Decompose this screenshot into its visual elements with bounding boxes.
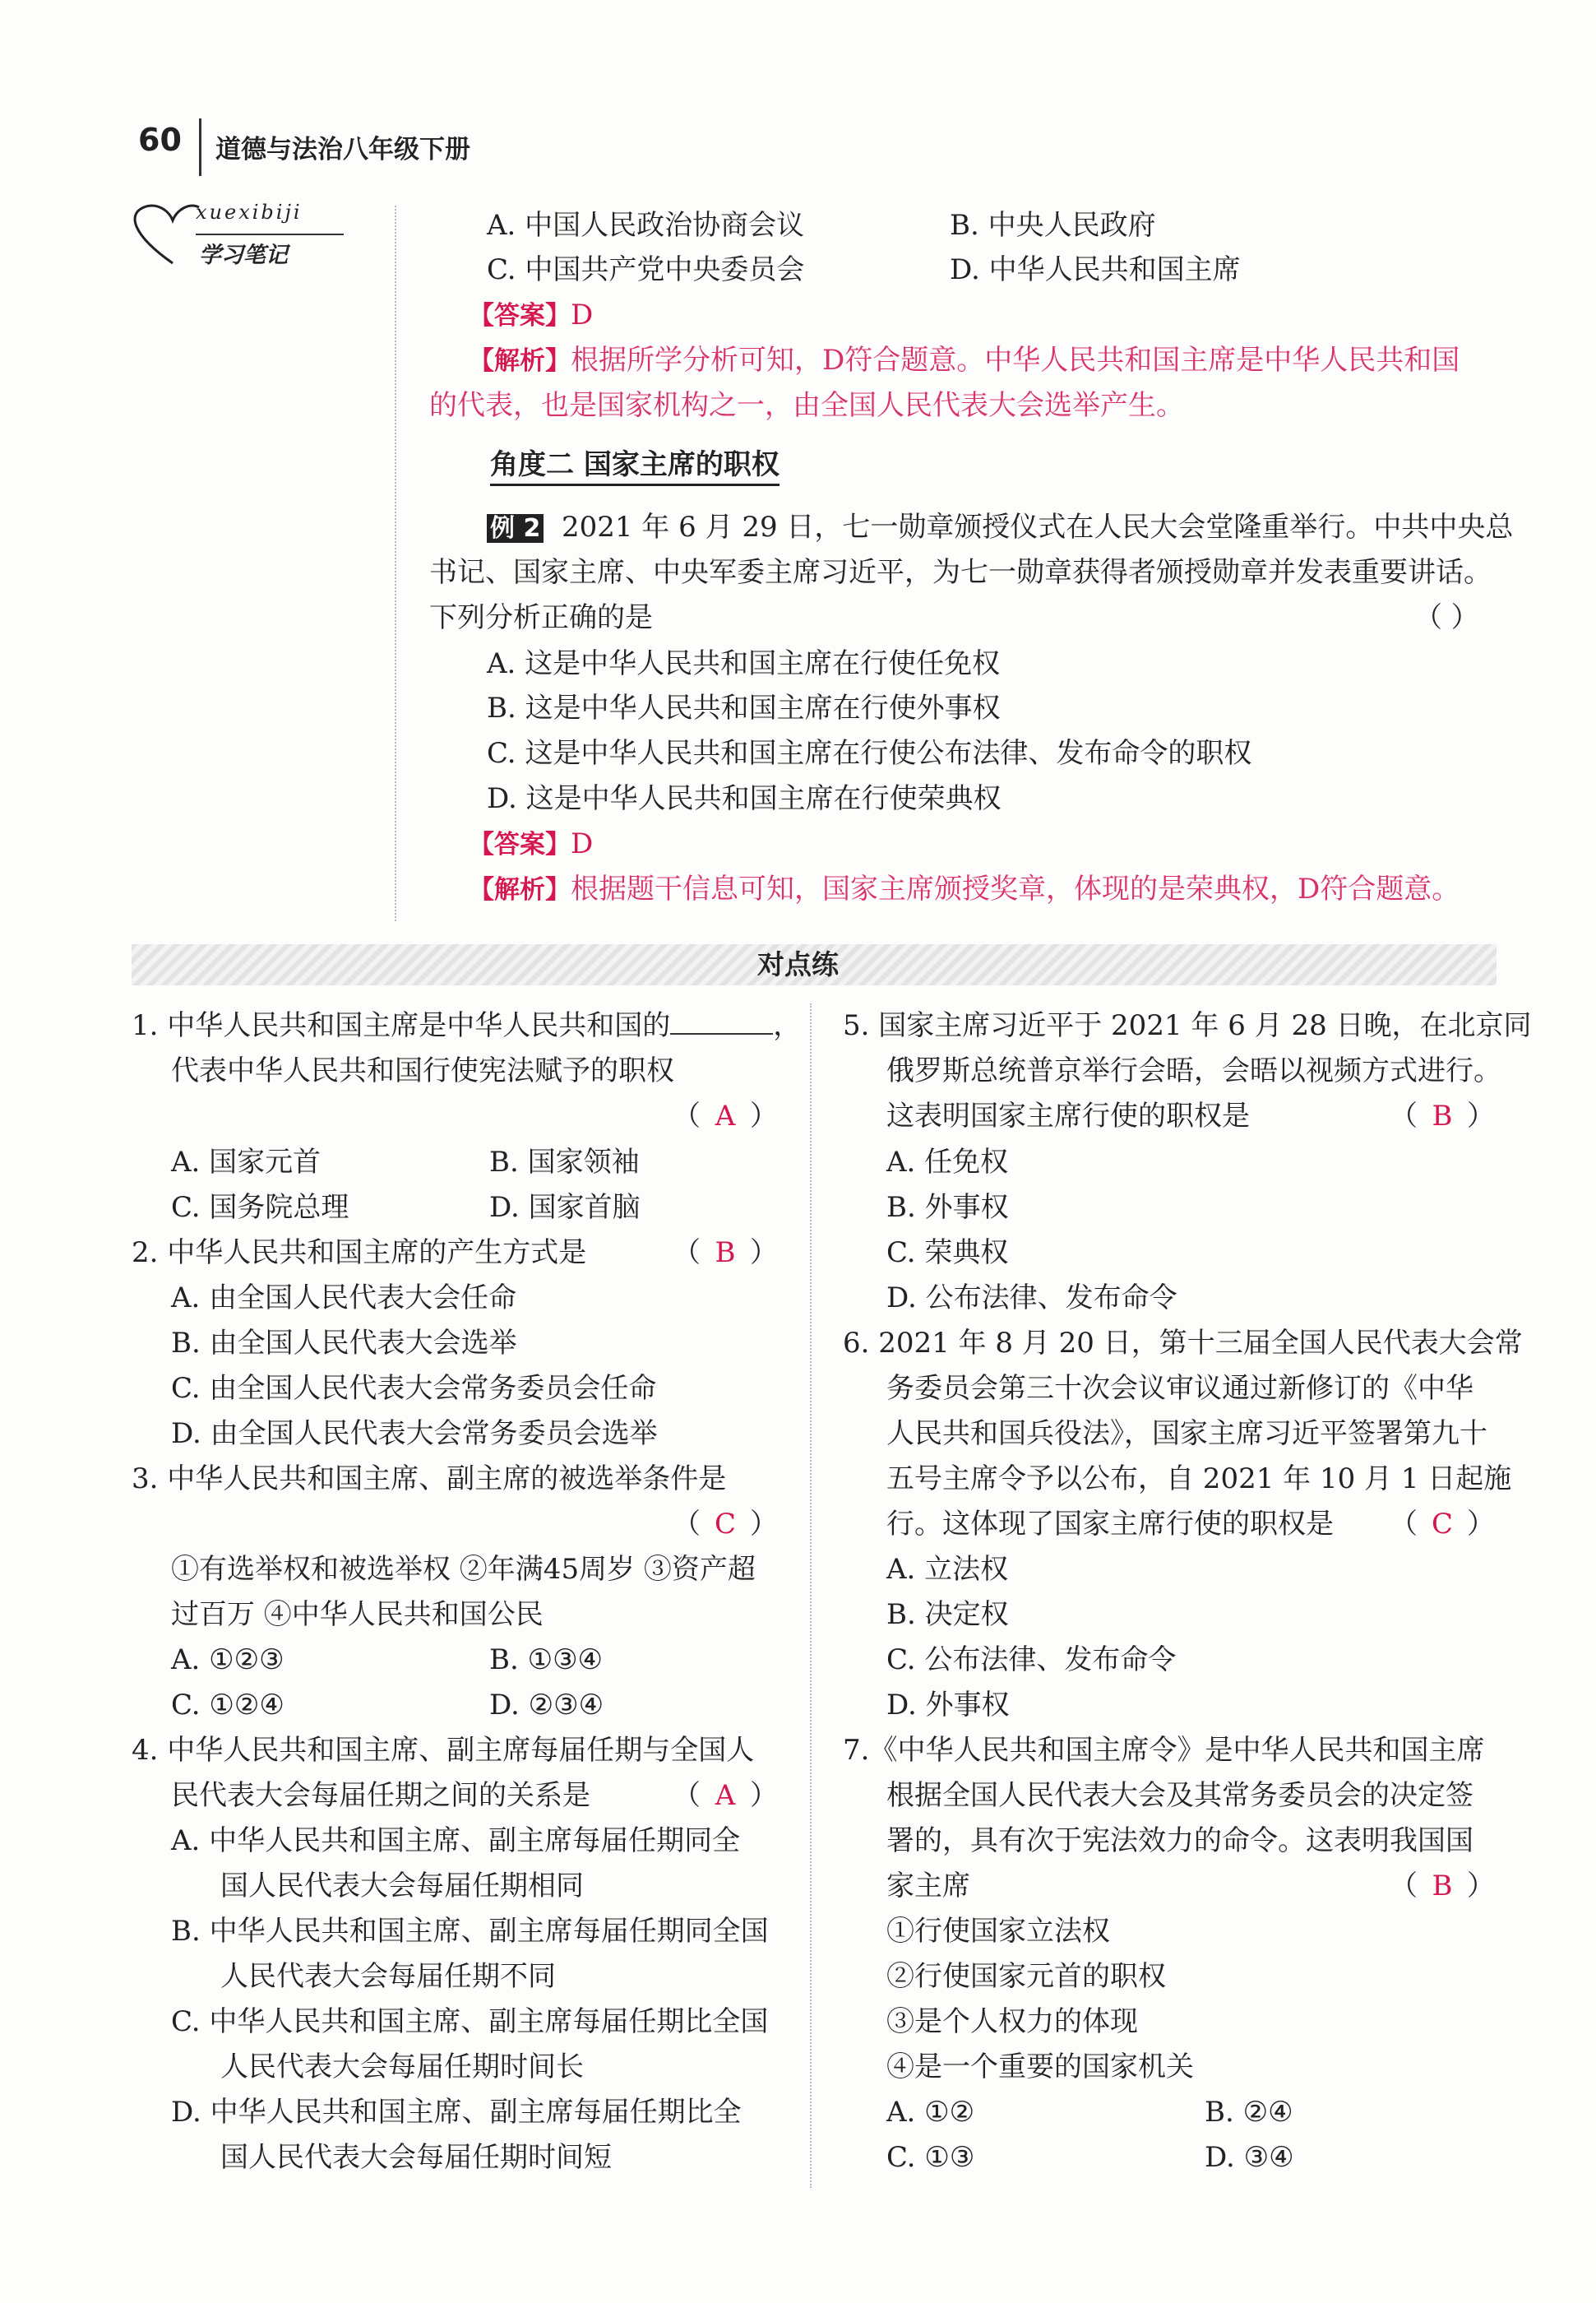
q7-item-4: ④是一个重要的国家机关 [886, 2050, 1194, 2083]
q3-answer-paren: （ C ） [673, 1502, 778, 1546]
option-c: C. 中国共产党中央委员会 [487, 253, 805, 286]
q4-option-b-1: B. 中华人民共和国主席、副主席每届任期同全国 [171, 1915, 769, 1948]
answer-tag: 【答案】 [469, 301, 571, 331]
q1-option-c: C. 国务院总理 [171, 1191, 349, 1224]
q2-option-b: B. 由全国人民代表大会选举 [171, 1327, 517, 1360]
option-d: D. 中华人民共和国主席 [950, 253, 1241, 286]
q1-answer: A [715, 1100, 736, 1133]
answer-value: D [571, 827, 594, 860]
q3-option-a: A. ①②③ [171, 1643, 285, 1676]
section-title: 角度二 国家主席的职权 [490, 442, 779, 486]
q7-item-3: ③是个人权力的体现 [886, 2005, 1138, 2038]
q6-answer: C [1431, 1508, 1453, 1541]
q2-option-a: A. 由全国人民代表大会任命 [171, 1281, 517, 1314]
q2-option-d: D. 由全国人民代表大会常务委员会选举 [171, 1417, 658, 1450]
q3-conditions-2: 过百万 ④中华人民共和国公民 [171, 1598, 544, 1631]
q1-option-a: A. 国家元首 [171, 1146, 322, 1179]
q5-option-c: C. 荣典权 [886, 1236, 1009, 1269]
q1-stem-2: 代表中华人民共和国行使宪法赋予的职权 [171, 1054, 674, 1087]
q4-option-d-1: D. 中华人民共和国主席、副主席每届任期比全 [171, 2096, 742, 2129]
q7-stem-4: 家主席 [886, 1870, 970, 1902]
q1-comma: ， [773, 1009, 802, 1042]
q3-option-d: D. ②③④ [489, 1689, 604, 1721]
q3-option-b: B. ①③④ [489, 1643, 604, 1676]
example-stem-3: 下列分析正确的是 [429, 601, 653, 634]
q5-option-a: A. 任免权 [886, 1146, 1009, 1179]
margin-divider [395, 206, 396, 921]
q5-answer-paren: （ B ） [1390, 1094, 1495, 1138]
q6-option-c: C. 公布法律、发布命令 [886, 1643, 1177, 1676]
q2-answer: B [715, 1236, 736, 1269]
q2-stem: 2. 中华人民共和国主席的产生方式是 [132, 1236, 587, 1269]
q6-option-b: B. 决定权 [886, 1598, 1009, 1631]
q7-answer: B [1432, 1870, 1453, 1902]
q3-stem: 3. 中华人民共和国主席、副主席的被选举条件是 [132, 1462, 727, 1495]
analysis-text-2: 的代表，也是国家机构之一，由全国人民代表大会选举产生。 [429, 389, 1184, 422]
column-divider [810, 1003, 812, 2188]
q2-answer-paren: （ B ） [673, 1230, 778, 1275]
q4-option-b-2: 人民代表大会每届任期不同 [220, 1960, 556, 1993]
q6-stem-3: 人民共和国兵役法》，国家主席习近平签署第九十 [886, 1417, 1487, 1450]
q3-conditions-1: ①有选举权和被选举权 ②年满45周岁 ③资产超 [171, 1553, 756, 1586]
analysis-tag: 【解析】 [469, 875, 571, 905]
q7-option-c: C. ①③ [886, 2141, 975, 2174]
analysis-tag: 【解析】 [469, 346, 571, 376]
q4-answer: A [715, 1779, 736, 1812]
q4-option-c-1: C. 中华人民共和国主席、副主席每届任期比全国 [171, 2005, 769, 2038]
example-option-d: D. 这是中华人民共和国主席在行使荣典权 [487, 782, 1002, 815]
q3-answer: C [714, 1508, 736, 1541]
q7-item-1: ①行使国家立法权 [886, 1915, 1110, 1948]
practice-banner-title: 对点练 [757, 948, 839, 980]
q6-option-d: D. 外事权 [886, 1689, 1010, 1721]
example-tag: 例 2 [487, 514, 544, 543]
q1-option-d: D. 国家首脑 [489, 1191, 641, 1224]
analysis-text-1: 根据所学分析可知，D符合题意。中华人民共和国主席是中华人民共和国 [571, 344, 1460, 377]
q6-stem-2: 务委员会第三十次会议审议通过新修订的《中华 [886, 1372, 1473, 1405]
example-stem-1 [487, 505, 1513, 551]
q4-option-a-2: 国人民代表大会每届任期相同 [220, 1870, 584, 1902]
q1-option-b: B. 国家领袖 [489, 1146, 640, 1179]
q6-stem-5: 行。这体现了国家主席行使的职权是 [886, 1508, 1334, 1541]
answer-value: D [571, 299, 594, 331]
example-answer-line [469, 822, 593, 867]
q4-option-c-2: 人民代表大会每届任期时间长 [220, 2050, 584, 2083]
example-analysis-line [469, 867, 1460, 912]
q5-stem-2: 俄罗斯总统普京举行会晤，会晤以视频方式进行。 [886, 1054, 1501, 1087]
q4-option-d-2: 国人民代表大会每届任期时间短 [220, 2141, 612, 2174]
example-option-c: C. 这是中华人民共和国主席在行使公布法律、发布命令的职权 [487, 737, 1252, 770]
q4-stem-2: 民代表大会每届任期之间的关系是 [171, 1779, 590, 1812]
example-option-b: B. 这是中华人民共和国主席在行使外事权 [487, 692, 1001, 725]
q5-option-b: B. 外事权 [886, 1191, 1009, 1224]
header-divider [199, 118, 201, 176]
q2-option-c: C. 由全国人民代表大会常务委员会任命 [171, 1372, 657, 1405]
q7-item-2: ②行使国家元首的职权 [886, 1960, 1166, 1993]
answer-line [469, 293, 593, 338]
q6-option-a: A. 立法权 [886, 1553, 1009, 1586]
q4-stem-1: 4. 中华人民共和国主席、副主席每届任期与全国人 [132, 1734, 755, 1767]
q7-option-a: A. ①② [886, 2096, 975, 2129]
example-stem-text: 2021 年 6 月 29 日，七一勋章颁授仪式在人民大会堂隆重举行。中共中央总 [561, 511, 1514, 544]
answer-tag: 【答案】 [469, 830, 571, 860]
logo-pinyin: xuexibiji [196, 201, 303, 224]
q1-answer-paren: （ A ） [673, 1094, 778, 1138]
q7-stem-2: 根据全国人民代表大会及其常务委员会的决定签 [886, 1779, 1473, 1812]
q7-stem-3: 署的，具有次于宪法效力的命令。这表明我国国 [886, 1824, 1473, 1857]
q3-option-c: C. ①②④ [171, 1689, 285, 1721]
answer-paren: （ ） [1414, 601, 1479, 634]
q7-option-d: D. ③④ [1205, 2141, 1294, 2174]
q5-stem-1: 5. 国家主席习近平于 2021 年 6 月 28 日晚，在北京同 [843, 1009, 1532, 1042]
q6-answer-paren: （ C ） [1390, 1502, 1495, 1546]
book-title: 道德与法治八年级下册 [215, 135, 470, 164]
q4-option-a-1: A. 中华人民共和国主席、副主席每届任期同全 [171, 1824, 741, 1857]
logo-underline [196, 234, 344, 235]
q5-option-d: D. 公布法律、发布命令 [886, 1281, 1177, 1314]
q6-stem-1: 6. 2021 年 8 月 20 日，第十三届全国人民代表大会常 [843, 1327, 1523, 1360]
page-number: 60 [138, 122, 182, 158]
q5-answer: B [1432, 1100, 1453, 1133]
analysis-line [469, 338, 1460, 383]
option-a: A. 中国人民政治协商会议 [487, 209, 805, 242]
example-stem-2: 书记、国家主席、中央军委主席习近平，为七一勋章获得者颁授勋章并发表重要讲话。 [429, 556, 1492, 589]
logo-label: 学习笔记 [199, 243, 288, 268]
option-b: B. 中央人民政府 [950, 209, 1156, 242]
q7-stem-1: 7.《中华人民共和国主席令》是中华人民共和国主席 [843, 1734, 1485, 1767]
q7-option-b: B. ②④ [1205, 2096, 1293, 2129]
q4-answer-paren: （ A ） [673, 1773, 778, 1818]
analysis-text: 根据题干信息可知，国家主席颁授奖章，体现的是荣典权，D符合题意。 [571, 873, 1460, 906]
q7-answer-paren: （ B ） [1390, 1864, 1495, 1908]
q5-stem-3: 这表明国家主席行使的职权是 [886, 1100, 1250, 1133]
q6-stem-4: 五号主席令予以公布，自 2021 年 10 月 1 日起施 [886, 1462, 1512, 1495]
fill-blank [670, 1005, 773, 1035]
q1-stem-1 [132, 1003, 801, 1048]
example-option-a: A. 这是中华人民共和国主席在行使任免权 [487, 647, 1001, 680]
q1-stem-text: 1. 中华人民共和国主席是中华人民共和国的 [132, 1009, 671, 1042]
